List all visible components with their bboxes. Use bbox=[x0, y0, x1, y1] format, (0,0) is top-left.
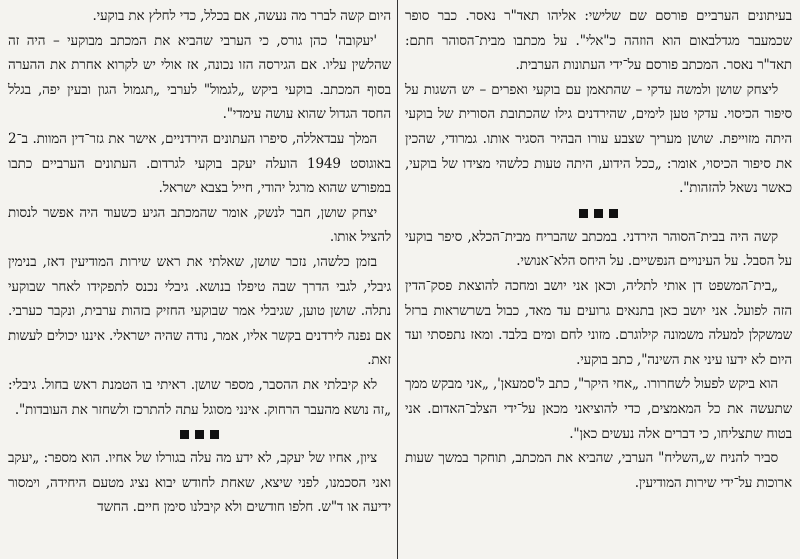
paragraph: בזמן כלשהו, נזכר שושן, שאלתי את ראש שירות המודיעין דאז, בנימין גיבלי, לגבי הדרך שבה טיפלו בנושא. גיבלי נכנס לתפקידו לאחר שבוקעי נתלה. שושן טוען, שגיבלי אמר שבוקעי החזיק בזהות ערבית, ונקבר כערבי. אם נפנה לירדנים בקשר אליו, אמר, נודה שהיה ישראלי. איננו יכולים לעשות זאת. bbox=[8, 253, 391, 369]
square-ornament-icon bbox=[210, 430, 219, 439]
square-ornament-icon bbox=[609, 209, 618, 218]
paragraph: הוא ביקש לפעול לשחרורו. „אחי היקר", כתב ל'סמעאן', „אני מבקש ממך שתעשה את כל המאמצים, כדי להוציאני מכאן על־ידי הצלב־האדום. אני בטוח שתצליחו, כי דברים אלה נעשים כאן". bbox=[405, 376, 792, 442]
paragraph: ליצחק שושן ולמשה עדקי – שהתאמן עם בוקעי ואפרים – יש השגות על סיפור הכיסוי. עדקי טען לימים, שהירדנים גילו שהכתובת הסורית של בוקעי היתה מזוייפת. שושן מעריך שצבע עורו הבהיר הסגיר אותו. גמרודי, שהכין את סיפור הכיסוי, אומר: „ככל הידוע, היתה טעות כלשהי מצידו של בוקעי, כאשר נשאל להזהות". bbox=[405, 81, 792, 197]
section-divider bbox=[8, 422, 391, 446]
paragraph: היום קשה לברר מה נעשה, אם בכלל, כדי לחלץ את בוקעי. bbox=[92, 8, 391, 24]
article-column-right bbox=[405, 4, 792, 495]
paragraph: סביר להניח ש„השליח" הערבי, שהביא את המכתב, תוחקר במשך שעות ארוכות על־ידי שירות המודיעין. bbox=[405, 450, 792, 491]
square-ornament-icon bbox=[579, 209, 588, 218]
paragraph: קשה היה בבית־הסוהר הירדני. במכתב שהבריח מבית־הכלא, סיפר בוקעי על הסבל. על העינויים הנפשיים. על היחס הלא־אנושי. bbox=[405, 228, 792, 270]
paragraph: יצחק שושן, חבר לנשק, אומר שהמכתב הגיע כשעוד היה אפשר לנסות להציל אותו. bbox=[8, 204, 391, 246]
square-ornament-icon bbox=[594, 209, 603, 218]
paragraph: ציון, אחיו של יעקב, לא ידע מה עלה בגורלו של אחיו. הוא מספר: „יעקב ואני הסכמנו, לפני שיצא, שאחת לחודש יבוא נציג מטעם היחידה, וימסור ידיעה או ד"ש. חלפו חודשים ולא קיבלנו סימן חיים. החשד bbox=[8, 450, 391, 516]
paragraph: המלך עבדאללה, סיפרו העתונים הירדניים, אישר את גזר־דין המוות. ב־2 באוגוסט 1949 הועלה יעקב בוקעי לגרדום. העתונים הערביים כתבו במפורש שהוא מרגל יהודי, חייל בצבא ישראל. bbox=[8, 130, 391, 197]
article-column-left bbox=[8, 4, 391, 520]
square-ornament-icon bbox=[195, 430, 204, 439]
paragraph: „בית־המשפט דן אותי לתליה, וכאן אני יושב ומחכה להוצאת פסק־הדין הזה לפועל. אני יושב כאן בתנאים גרועים עד מאד, כבול בשרשראות ברזל שמשקלן למעלה משמונה קילוגרם. מזוני לחם ומים בלבד. ומאז נתפסתי ועד היום לא ידעו עיני את השינה", כתב בוקעי. bbox=[405, 277, 792, 368]
paragraph: לא קיבלתי את ההסבר, מספר שושן. ראיתי בו הטמנת ראש בחול. גיבלי: „זה נושא מהעבר הרחוק. אינני מסוגל עתה להתרכז ולשחזר את העובדות". bbox=[8, 376, 391, 418]
section-divider bbox=[405, 201, 792, 225]
paragraph: בעיתונים הערביים פורסם שם שלישי: אליהו תאד"ר נאסר. כבר סופר שכמעבר מגדלבאום הוא הוזהה כ"אלי". על מכתבו מבית־הסוהר חתם: תאד"ר נאסר. המכתב פורסם על־ידי העתונות הערבית. bbox=[405, 8, 792, 74]
column-rule bbox=[397, 0, 398, 559]
square-ornament-icon bbox=[180, 430, 189, 439]
paragraph: 'יעקובה' כהן גורס, כי הערבי שהביא את המכתב מבוקעי – היה זה שהלשין עליו. אם הגירסה הזו נכונה, אז אולי יש לקרוא אחרת את ההערה בסוף המכתב. בוקעי ביקש „לגמול" לערבי „תגמול הגון ובעין יפה, בגלל החסד הגדול שהוא עושה עימדי". bbox=[8, 32, 391, 123]
